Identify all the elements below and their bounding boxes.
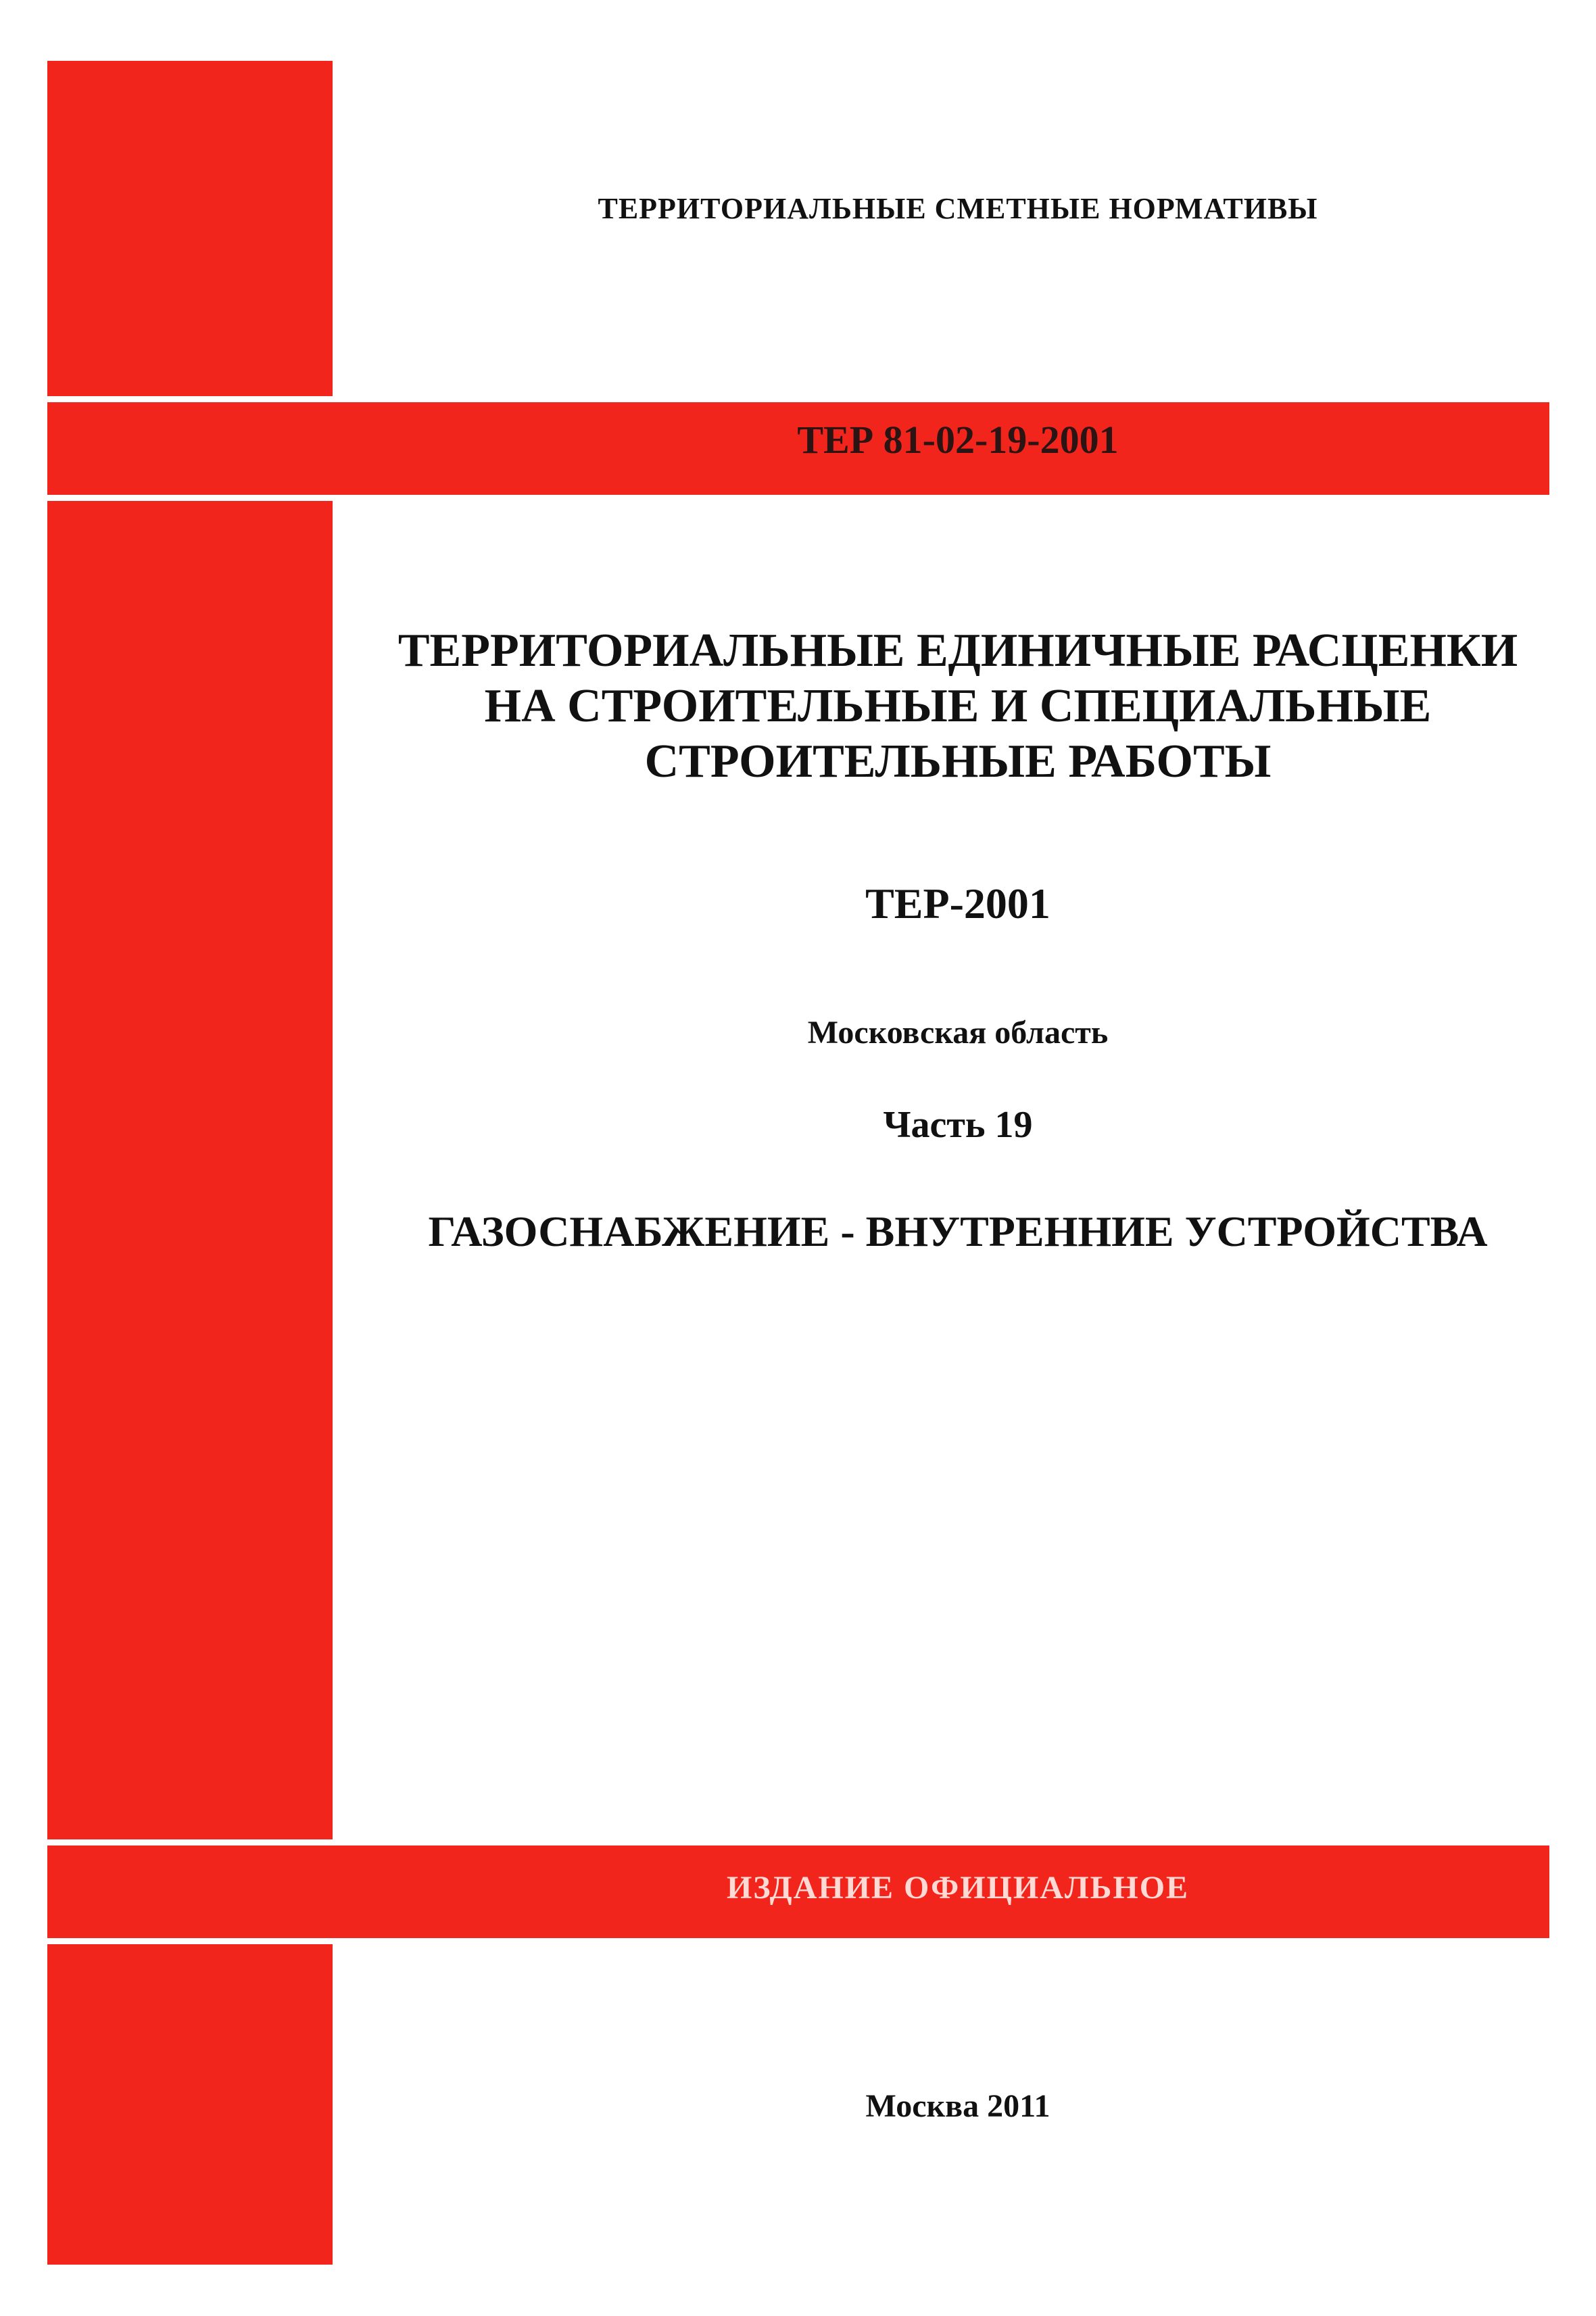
stripe-gap	[47, 396, 333, 402]
stripe-gap	[47, 1938, 333, 1944]
title-line-3: СТРОИТЕЛЬНЫЕ РАБОТЫ	[644, 735, 1272, 788]
official-edition-label: ИЗДАНИЕ ОФИЦИАЛЬНОЕ	[726, 1870, 1190, 1906]
stripe-gap	[47, 1839, 333, 1845]
title-line-1: ТЕРРИТОРИАЛЬНЫЕ ЕДИНИЧНЫЕ РАСЦЕНКИ	[397, 625, 1518, 677]
publication-city-year: Москва 2011	[865, 2088, 1050, 2124]
standard-name: ТЕР-2001	[865, 879, 1050, 927]
document-code: ТЕР 81-02-19-2001	[797, 418, 1119, 462]
part-subject: ГАЗОСНАБЖЕНИЕ - ВНУТРЕННИЕ УСТРОЙСТВА	[428, 1207, 1488, 1255]
document-title	[333, 623, 1583, 790]
region-name: Московская область	[807, 1015, 1109, 1051]
title-line-2: НА СТРОИТЕЛЬНЫЕ И СПЕЦИАЛЬНЫЕ	[484, 680, 1432, 732]
stripe-gap	[47, 495, 333, 501]
part-number: Часть 19	[883, 1104, 1033, 1146]
series-header: ТЕРРИТОРИАЛЬНЫЕ СМЕТНЫЕ НОРМАТИВЫ	[598, 192, 1318, 225]
